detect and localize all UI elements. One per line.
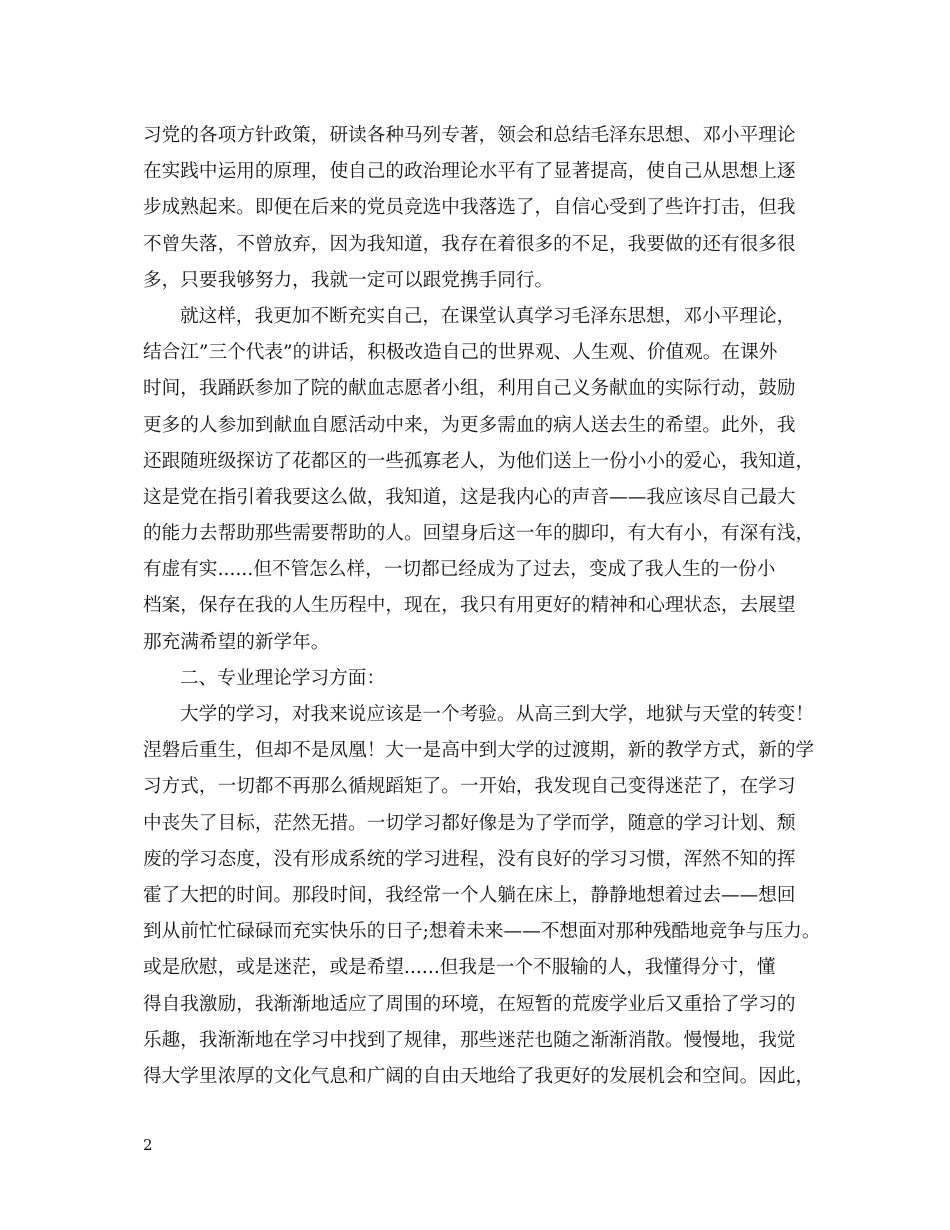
text-line: 废的学习态度，没有形成系统的学习进程，没有良好的学习习惯，浑然不知的挥 <box>143 848 796 870</box>
text-line: 涅磐后重生，但却不是凤凰！大一是高中到大学的过渡期，新的教学方式，新的学 <box>143 740 815 762</box>
text-line: 大学的学习，对我来说应该是一个考验。从高三到大学，地狱与天堂的转变！ <box>180 704 814 725</box>
text-line: 在实践中运用的原理，使自己的政治理论水平有了显著提高，使自己从思想上逐 <box>143 161 796 183</box>
text-line: 到从前忙忙碌碌而充实快乐的日子;想着未来——不想面对那种残酷地竞争与压力。 <box>143 921 821 943</box>
text-line: 得自我激励，我渐渐地适应了周围的环境，在短暂的荒废学业后又重拾了学习的 <box>143 993 796 1015</box>
text-line: 有虚有实......但不管怎么样，一切都已经成为了过去，变成了我人生的一份小 <box>143 559 776 581</box>
page-number: 2 <box>143 1136 153 1154</box>
text-line: 就这样，我更加不断充实自己，在课堂认真学习毛泽东思想，邓小平理论， <box>180 305 796 327</box>
text-line: 习方式，一切都不再那么循规蹈矩了。一开始，我发现自己变得迷茫了，在学习 <box>143 776 796 798</box>
text-line: 得大学里浓厚的文化气息和广阔的自由天地给了我更好的发展机会和空间。因此， <box>143 1065 815 1087</box>
text-line: 的能力去帮助那些需要帮助的人。回望身后这一年的脚印，有大有小，有深有浅， <box>143 523 815 545</box>
text-line: 步成熟起来。即便在后来的党员竞选中我落选了，自信心受到了些许打击，但我 <box>143 197 796 219</box>
text-line: 不曾失落，不曾放弃，因为我知道，我存在着很多的不足，我要做的还有很多很 <box>143 233 796 255</box>
text-line: 或是欣慰，或是迷茫，或是希望......但我是一个不服输的人，我懂得分寸，懂 <box>143 957 776 979</box>
text-line: 时间，我踊跃参加了院的献血志愿者小组，利用自己义务献血的实际行动，鼓励 <box>143 378 796 400</box>
text-line: 多，只要我够努力，我就一定可以跟党携手同行。 <box>143 269 554 291</box>
text-line: 习党的各项方针政策，研读各种马列专著，领会和总结毛泽东思想、邓小平理论 <box>143 125 796 146</box>
text-line: 档案，保存在我的人生历程中，现在，我只有用更好的精神和心理状态，去展望 <box>143 595 796 617</box>
text-line: 更多的人参加到献血自愿活动中来，为更多需血的病人送去生的希望。此外，我 <box>143 414 796 436</box>
text-line: 中丧失了目标，茫然无措。一切学习都好像是为了学而学，随意的学习计划、颓 <box>143 812 796 834</box>
text-line: 霍了大把的时间。那段时间，我经常一个人躺在床上，静静地想着过去——想回 <box>143 884 796 906</box>
text-line: 乐趣，我渐渐地在学习中找到了规律，那些迷茫也随之渐渐消散。慢慢地，我觉 <box>143 1029 796 1051</box>
text-line: 二、专业理论学习方面： <box>180 667 386 689</box>
text-line: 结合江”三个代表”的讲话，积极改造自己的世界观、人生观、价值观。在课外 <box>143 342 778 364</box>
document-body <box>143 118 823 1095</box>
text-line: 这是党在指引着我要这么做，我知道，这是我内心的声音——我应该尽自己最大 <box>143 486 796 508</box>
text-line: 那充满希望的新学年。 <box>143 631 330 653</box>
text-line: 还跟随班级探访了花都区的一些孤寡老人，为他们送上一份小小的爱心，我知道， <box>143 450 815 472</box>
